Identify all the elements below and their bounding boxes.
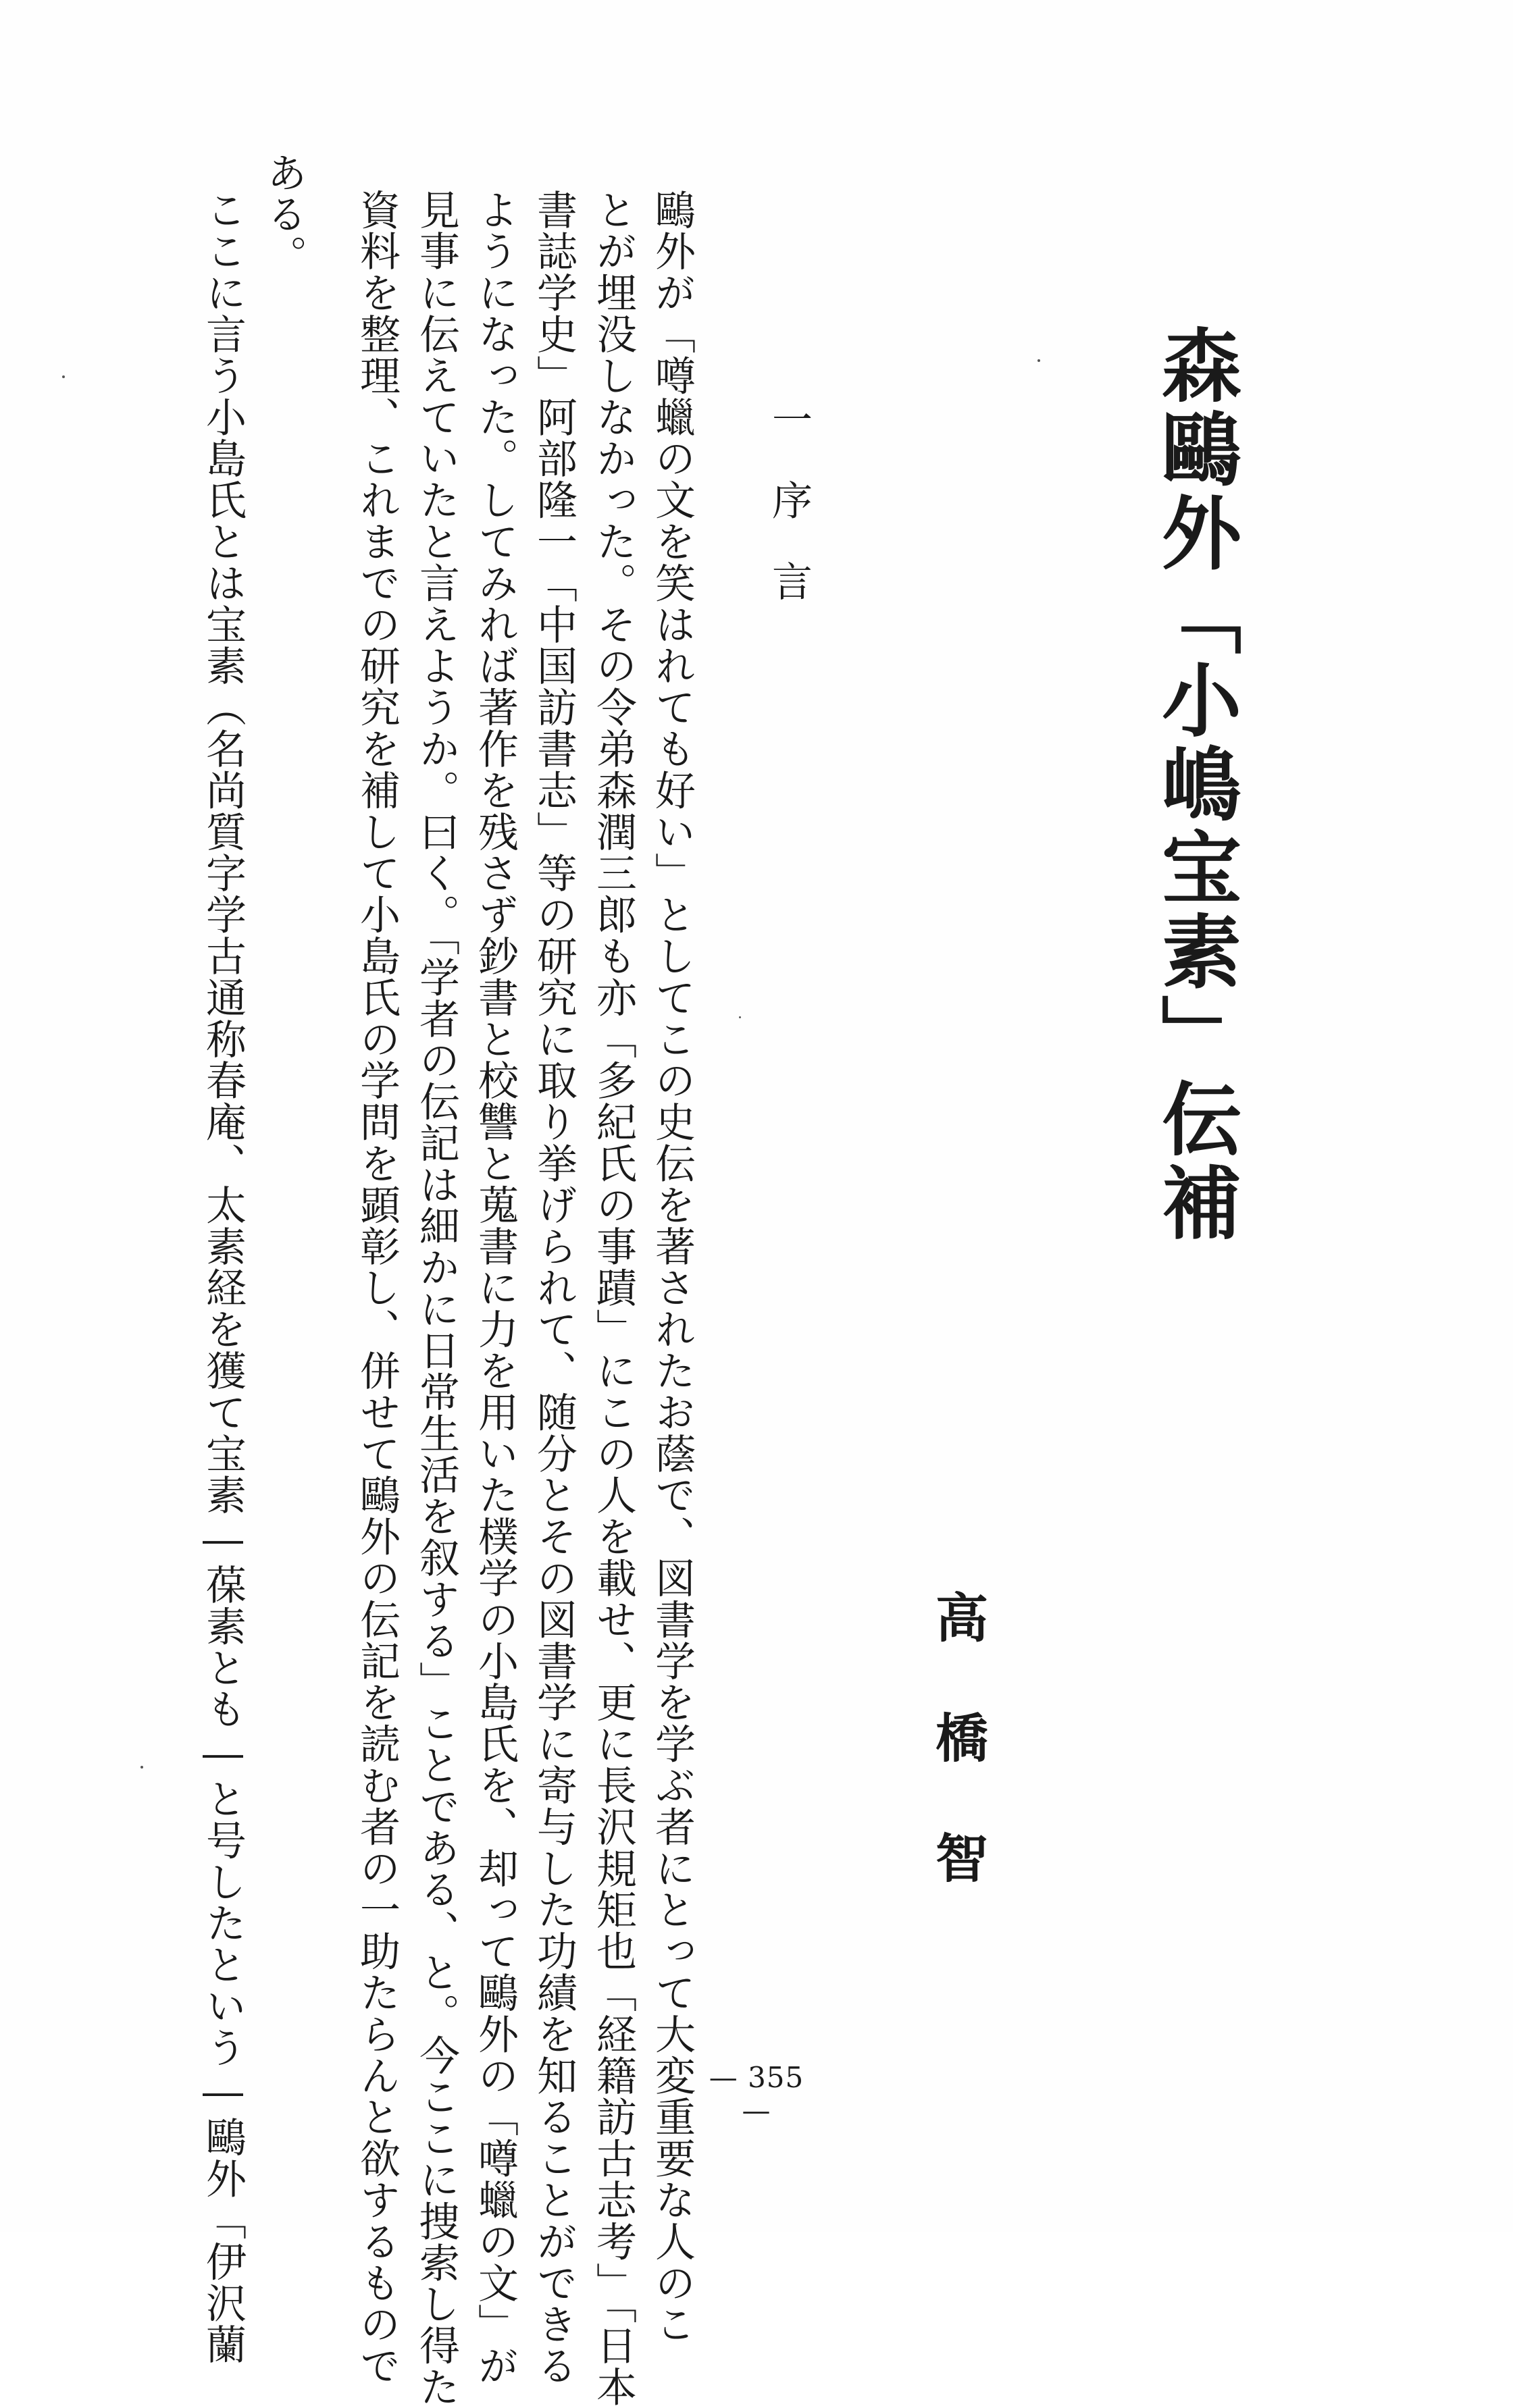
body-line: ある。 bbox=[260, 152, 307, 277]
section-heading: 一序言 bbox=[765, 398, 813, 642]
body-line: 資料を整理、これまでの研究を補して小島氏の学問を顕彰し、併せて鷗外の伝記を読む者の一助たらんと欲するもので bbox=[353, 189, 401, 2387]
body-line: ようになった。してみれば著作を残さず鈔書と校讐と蒐書に力を用いた樸学の小島氏を、却って鷗外の「噂蠟の文」が bbox=[471, 189, 519, 2387]
body-line: 鷗外が「噂蠟の文を笑はれても好い」としてこの史伝を著されたお蔭で、図書学を学ぶ者にとって大変重要な人のこ bbox=[648, 189, 696, 2345]
body-line: 書誌学史」阿部隆一「中国訪書志」等の研究に取り挙げられて、随分とその図書学に寄与した功績を知ることができる bbox=[530, 189, 578, 2387]
scan-speck bbox=[140, 1766, 143, 1769]
article-title: 森鷗外「小嶋宝素」伝補 bbox=[1148, 324, 1242, 1245]
scan-speck bbox=[62, 375, 65, 378]
page-number: — 355 — bbox=[709, 2061, 804, 2127]
author-name: 高橋智 bbox=[927, 1590, 988, 1951]
scan-speck bbox=[739, 1016, 741, 1018]
body-line: 見事に伝えていたと言えようか。曰く。「学者の伝記は細かに日常生活を叙する」ことである、と。今ここに捜索し得た bbox=[413, 189, 460, 2408]
body-line: ここに言う小島氏とは宝素（名尚質字学古通称春庵、太素経を獲て宝素―葆素とも―と号したという―鷗外「伊沢蘭 bbox=[199, 189, 247, 2365]
scan-speck bbox=[1037, 359, 1040, 362]
body-line: とが埋没しなかった。その令弟森潤三郎も亦「多紀氏の事蹟」にこの人を載せ、更に長沢規矩也「経籍訪古志考」「日本 bbox=[590, 189, 637, 2408]
